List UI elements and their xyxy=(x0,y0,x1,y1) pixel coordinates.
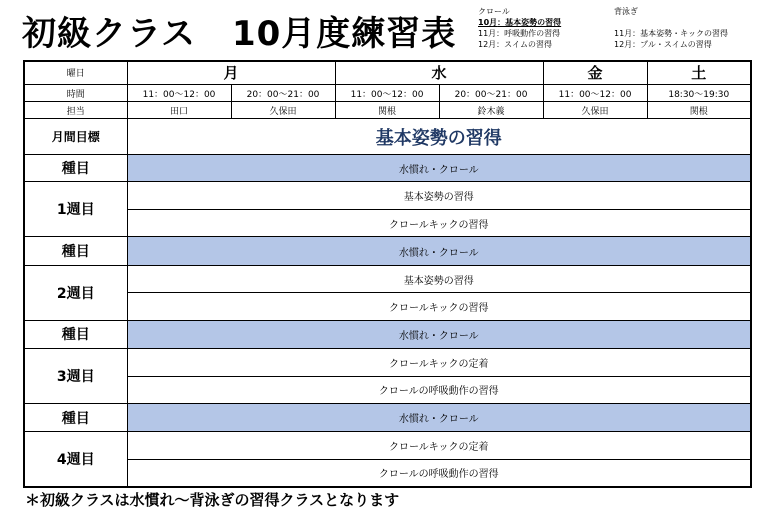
class-name: 初級クラス xyxy=(22,14,196,54)
crawl-plan-november: 11月：呼吸動作の習得 xyxy=(478,29,561,38)
time-cell: 11：00～12：00 xyxy=(335,84,439,101)
category-label: 種目 xyxy=(24,320,127,348)
staff-cell: 久保田 xyxy=(543,102,647,119)
week-1-item-1: 基本姿勢の習得 xyxy=(127,182,751,209)
month-title: 10月度練習表 xyxy=(231,14,457,54)
time-cell: 11：00～12：00 xyxy=(127,84,231,101)
day-saturday: 土 xyxy=(647,61,751,84)
staff-cell: 鈴木義 xyxy=(439,102,543,119)
week-1-item-2: クロールキックの習得 xyxy=(127,209,751,236)
day-label: 曜日 xyxy=(24,61,127,84)
staff-cell: 関根 xyxy=(647,102,751,119)
time-cell: 18:30～19:30 xyxy=(647,84,751,101)
week-3-category-row xyxy=(24,320,751,348)
week-1-category-row xyxy=(24,155,751,182)
crawl-plan-heading: クロール xyxy=(478,7,510,16)
week-4-item-row xyxy=(24,432,751,459)
week-2-label: 2週目 xyxy=(24,265,127,320)
crawl-plan-october xyxy=(478,17,561,28)
week-2-item-2: クロールキックの習得 xyxy=(127,293,751,320)
category-label: 種目 xyxy=(24,155,127,182)
crawl-plan-note xyxy=(478,6,561,50)
time-row xyxy=(24,84,751,101)
page-title xyxy=(22,6,456,55)
staff-row xyxy=(24,102,751,119)
staff-label: 担当 xyxy=(24,102,127,119)
week-1-item-row xyxy=(24,209,751,236)
time-cell: 20：00～21：00 xyxy=(439,84,543,101)
week-1-category: 水慣れ・クロール xyxy=(127,155,751,182)
staff-cell: 久保田 xyxy=(231,102,335,119)
category-label: 種目 xyxy=(24,403,127,431)
week-2-category: 水慣れ・クロール xyxy=(127,237,751,265)
crawl-plan-october-month: 10月 xyxy=(478,18,498,27)
week-4-item-row xyxy=(24,459,751,487)
crawl-plan-october-topic: ：基本姿勢の習得 xyxy=(497,18,562,27)
week-4-category-row xyxy=(24,403,751,431)
backstroke-plan-note xyxy=(614,6,728,50)
week-1-item-row xyxy=(24,182,751,209)
week-4-item-2: クロールの呼吸動作の習得 xyxy=(127,459,751,487)
time-cell: 20：00～21：00 xyxy=(231,84,335,101)
week-4-category: 水慣れ・クロール xyxy=(127,403,751,431)
week-3-item-2: クロールの呼吸動作の習得 xyxy=(127,376,751,403)
day-row xyxy=(24,61,751,84)
week-2-item-1: 基本姿勢の習得 xyxy=(127,265,751,292)
week-3-item-1: クロールキックの定着 xyxy=(127,349,751,376)
crawl-plan-december: 12月：スイムの習得 xyxy=(478,40,553,49)
day-monday: 月 xyxy=(127,61,335,84)
staff-cell: 田口 xyxy=(127,102,231,119)
week-3-item-row xyxy=(24,349,751,376)
day-wednesday: 水 xyxy=(335,61,543,84)
monthly-goal: 基本姿勢の習得 xyxy=(127,119,751,155)
day-friday: 金 xyxy=(543,61,647,84)
schedule-table xyxy=(23,60,752,488)
week-3-item-row xyxy=(24,376,751,403)
week-4-item-1: クロールキックの定着 xyxy=(127,432,751,459)
time-label: 時間 xyxy=(24,84,127,101)
backstroke-plan-december: 12月：プル・スイムの習得 xyxy=(614,40,712,49)
goal-label: 月間目標 xyxy=(24,119,127,155)
week-2-item-row xyxy=(24,293,751,320)
week-3-label: 3週目 xyxy=(24,349,127,404)
footer-note: ＊初級クラスは水慣れ～背泳ぎの習得クラスとなります xyxy=(25,491,400,509)
week-2-item-row xyxy=(24,265,751,292)
time-cell: 11：00～12：00 xyxy=(543,84,647,101)
backstroke-plan-november: 11月：基本姿勢・キックの習得 xyxy=(614,29,729,38)
staff-cell: 関根 xyxy=(335,102,439,119)
week-1-label: 1週目 xyxy=(24,182,127,237)
week-4-label: 4週目 xyxy=(24,432,127,487)
backstroke-plan-heading: 背泳ぎ xyxy=(614,7,638,16)
category-label: 種目 xyxy=(24,237,127,265)
goal-row xyxy=(24,119,751,155)
week-3-category: 水慣れ・クロール xyxy=(127,320,751,348)
week-2-category-row xyxy=(24,237,751,265)
